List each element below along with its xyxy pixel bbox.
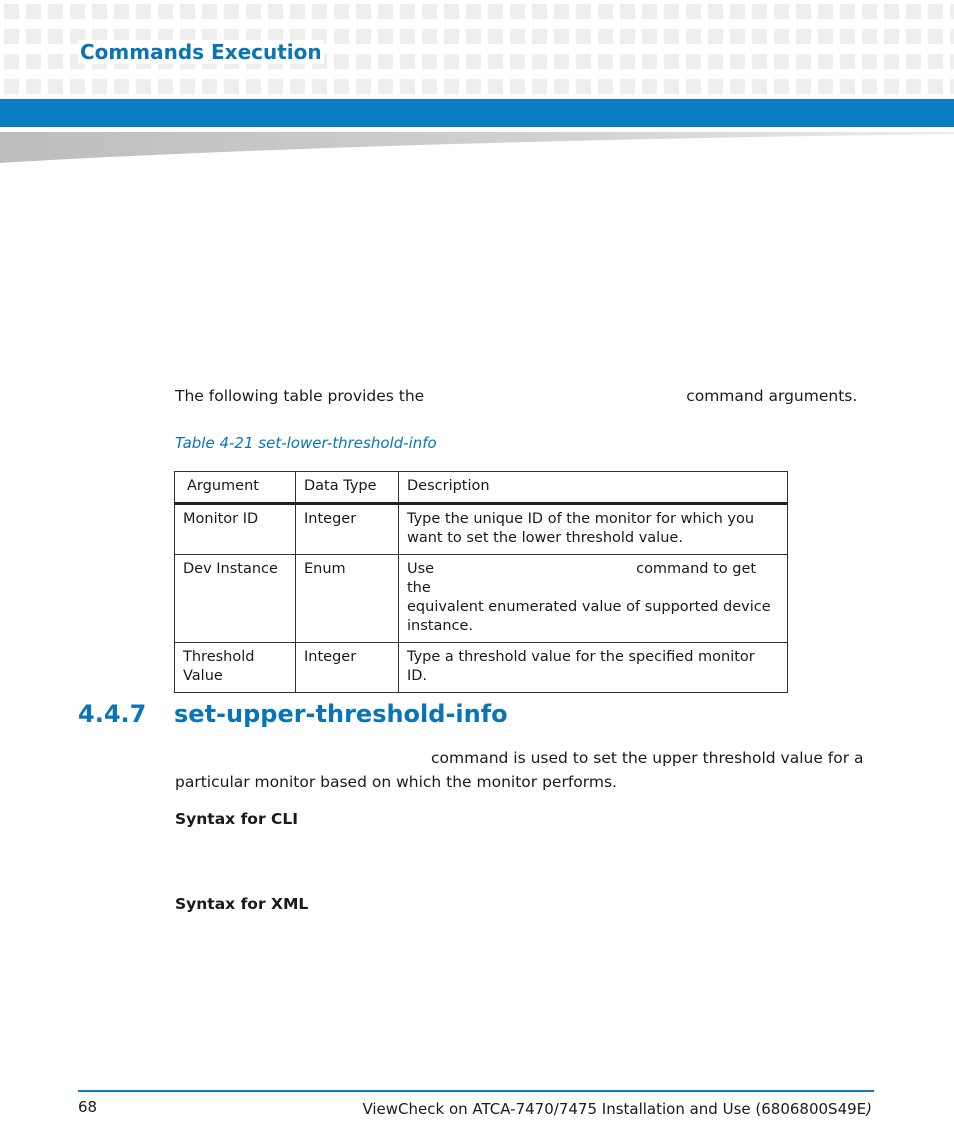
cell-data-type: Integer [296, 504, 399, 555]
column-header-description: Description [399, 472, 788, 504]
header-title: Commands Execution [80, 40, 322, 64]
column-header-data-type: Data Type [296, 472, 399, 504]
section-title: set-upper-threshold-info [174, 700, 508, 728]
syntax-cli-heading: Syntax for CLI [175, 810, 299, 828]
cell-argument: Monitor ID [175, 504, 296, 555]
section-number: 4.4.7 [78, 700, 147, 728]
section-paragraph [175, 746, 864, 794]
table-header-row [175, 472, 788, 504]
footer-doc-title-text: ViewCheck on ATCA-7470/7475 Installation and Use (6806800S49E [362, 1100, 867, 1118]
arguments-table [174, 471, 788, 693]
cell-description [399, 555, 788, 643]
cell-data-type: Enum [296, 555, 399, 643]
footer-doc-title [362, 1100, 872, 1118]
section-para-line1: command is used to set the upper threshold value for a [431, 749, 864, 767]
cell-description-after: command to get the [407, 561, 757, 596]
cell-argument [175, 643, 296, 693]
table-row [175, 643, 788, 693]
section-heading [78, 700, 508, 728]
cell-argument-line2: Value [183, 668, 223, 684]
intro-paragraph [175, 384, 857, 408]
intro-text-after: command arguments. [686, 387, 858, 405]
table-row [175, 555, 788, 643]
header-blue-bar [0, 99, 954, 127]
cell-description: Type a threshold value for the specified monitor ID. [399, 643, 788, 693]
cell-description-rest: equivalent enumerated value of supported device instance. [407, 599, 771, 634]
column-header-argument: Argument [175, 472, 296, 504]
table-caption: Table 4-21 set-lower-threshold-info [175, 434, 437, 452]
footer-doc-title-suffix: ) [866, 1100, 872, 1118]
section-para-line2: particular monitor based on which the monitor performs. [175, 773, 617, 791]
intro-text-before: The following table provides the [175, 387, 425, 405]
table-row [175, 504, 788, 555]
syntax-xml-heading: Syntax for XML [175, 895, 309, 913]
cell-argument: Dev Instance [175, 555, 296, 643]
cell-argument-line1: Threshold [183, 649, 255, 665]
footer-rule [78, 1090, 874, 1092]
cell-description: Type the unique ID of the monitor for which you want to set the lower threshold value. [399, 504, 788, 555]
header-grey-swoosh [0, 127, 954, 163]
cell-description-before: Use [407, 561, 435, 577]
page-number: 68 [78, 1098, 98, 1116]
cell-data-type: Integer [296, 643, 399, 693]
